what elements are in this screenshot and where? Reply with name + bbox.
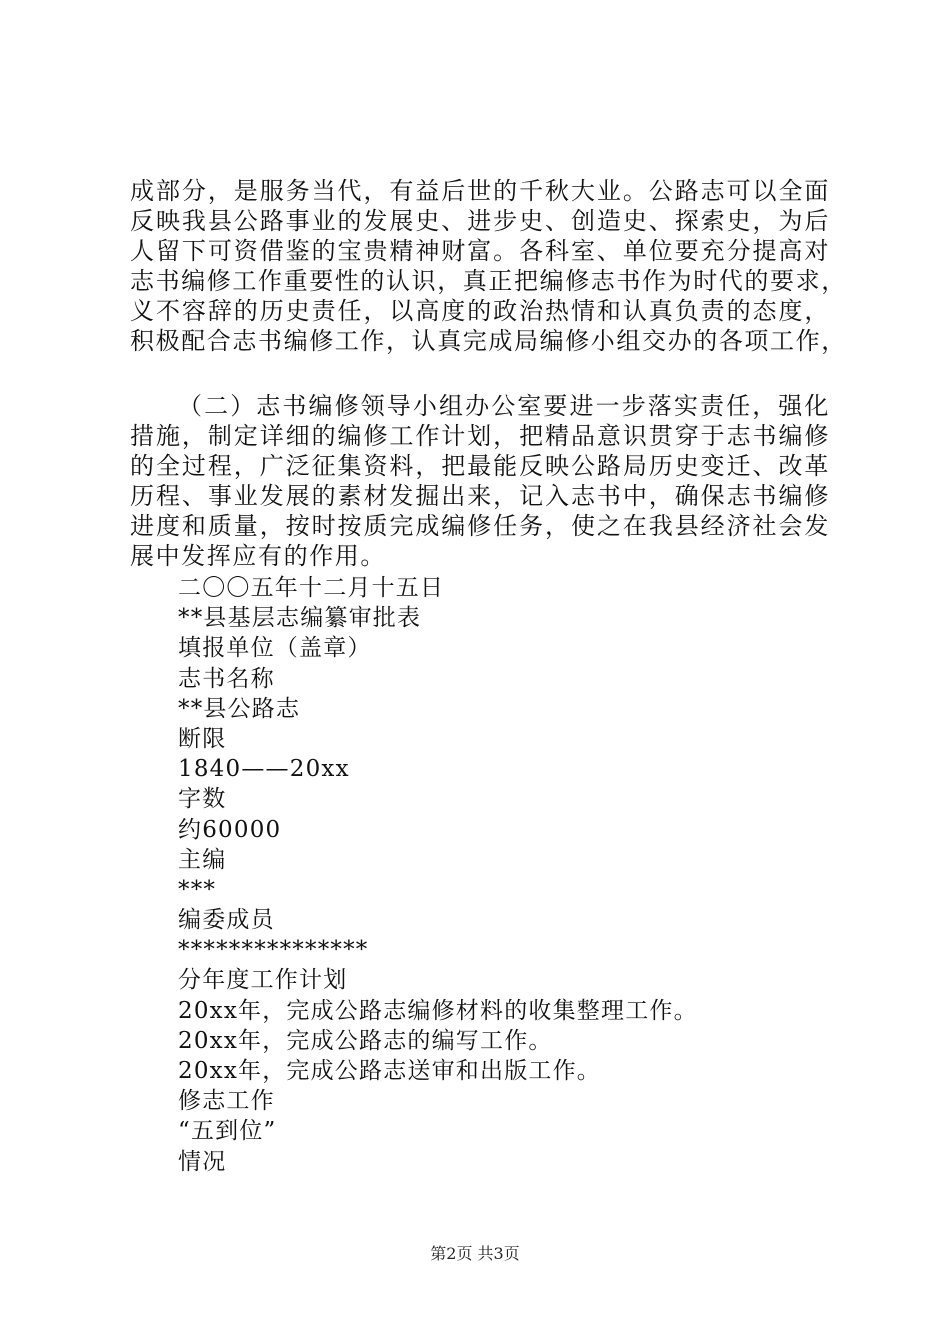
form-line: *************** [178, 937, 369, 964]
form-line: 主编 [178, 846, 227, 873]
form-line: 断限 [178, 725, 227, 752]
paragraph-line: 展中发挥应有的作用。 [130, 542, 386, 570]
form-line: 志书名称 [178, 665, 275, 692]
form-line: 情况 [178, 1148, 227, 1175]
form-title: **县基层志编纂审批表 [178, 605, 422, 632]
paragraph-line: 历程、事业发展的素材发掘出来，记入志书中，确保志书编修 [130, 482, 830, 510]
form-line: 分年度工作计划 [178, 967, 348, 994]
paragraph-line: 进度和质量，按时按质完成编修任务，使之在我县经济社会发 [130, 512, 830, 540]
form-line: **县公路志 [178, 695, 301, 722]
form-line: “五到位” [178, 1118, 277, 1145]
approval-form-lines [178, 573, 838, 1177]
paragraph-line: 成部分，是服务当代，有益后世的千秋大业。公路志可以全面 [130, 177, 830, 205]
page-number-footer: 第2页 共3页 [430, 1244, 520, 1263]
form-line: 编委成员 [178, 907, 275, 934]
paragraph-line: 积极配合志书编修工作，认真完成局编修小组交办的各项工作， [130, 327, 847, 355]
form-line: 填报单位（盖章） [178, 635, 372, 662]
paragraph-line: 措施，制定详细的编修工作计划，把精品意识贯穿于志书编修 [130, 422, 830, 450]
paragraph-line: 人留下可资借鉴的宝贵精神财富。各科室、单位要充分提高对 [130, 237, 830, 265]
form-line: 20xx年，完成公路志送审和出版工作。 [178, 1058, 602, 1084]
date-line: 二〇〇五年十二月十五日 [178, 575, 445, 601]
body-paragraph-2 [130, 391, 830, 571]
paragraph-line: 义不容辞的历史责任，以高度的政治热情和认真负责的态度， [130, 297, 830, 325]
paragraph-line: （二）志书编修领导小组办公室要进一步落实责任，强化 [178, 392, 830, 420]
form-line: *** [178, 876, 217, 903]
body-paragraph-1 [130, 176, 847, 356]
form-line: 1840——20xx [178, 756, 350, 783]
form-line: 20xx年，完成公路志编修材料的收集整理工作。 [178, 997, 698, 1024]
paragraph-line: 的全过程，广泛征集资料，把最能反映公路局历史变迁、改革 [130, 452, 830, 480]
paragraph-line: 志书编修工作重要性的认识，真正把编修志书作为时代的要求， [130, 267, 847, 295]
form-line: 约60000 [178, 816, 282, 843]
paragraph-line: 反映我县公路事业的发展史、进步史、创造史、探索史，为后 [130, 207, 830, 235]
form-line: 20xx年，完成公路志的编写工作。 [178, 1027, 553, 1054]
form-line: 修志工作 [178, 1088, 275, 1115]
form-line: 字数 [178, 786, 227, 813]
